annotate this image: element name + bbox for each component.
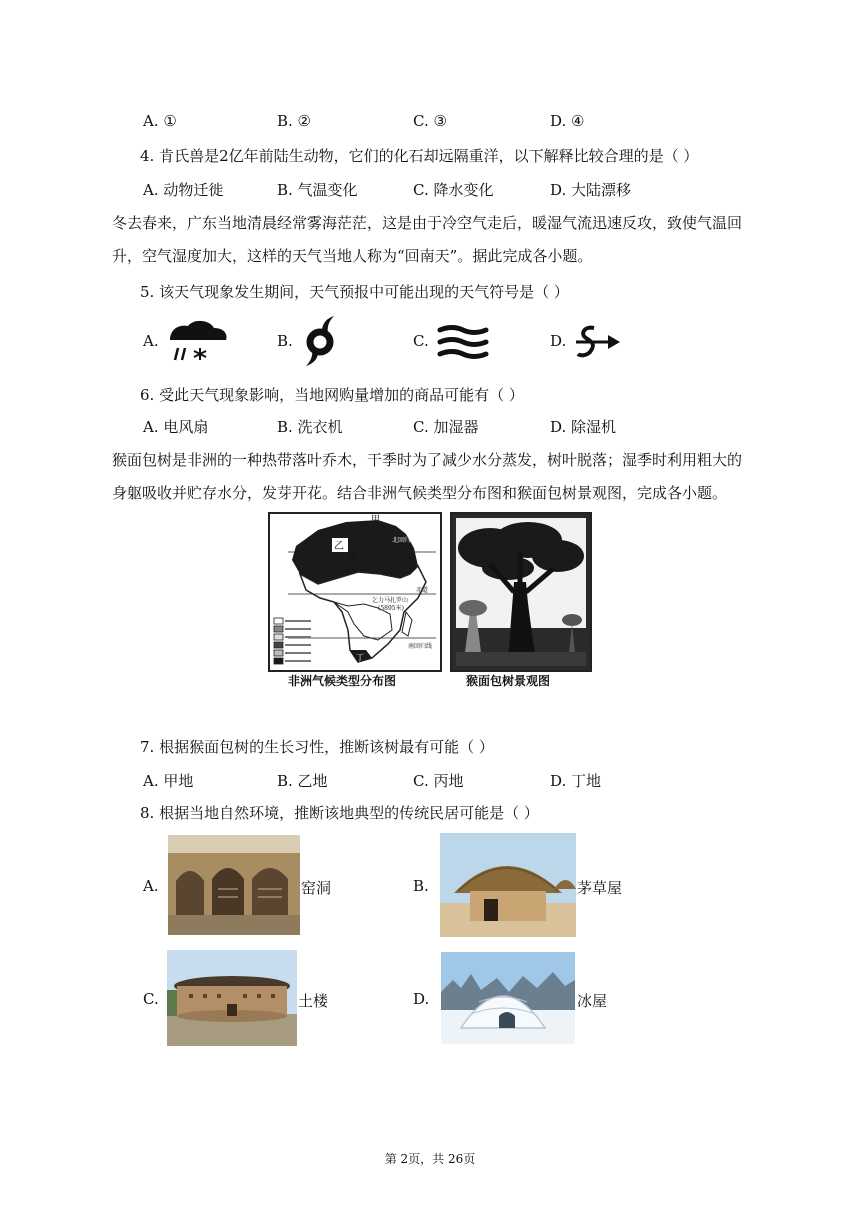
typhoon-icon[interactable] [300,314,340,368]
igloo-photo[interactable] [441,952,575,1044]
q6-option-a[interactable]: A. 电风扇 [143,418,209,436]
q4-option-a[interactable]: A. 动物迁徙 [143,181,224,199]
q8-label-a[interactable]: A. [143,877,159,895]
q5-label-a[interactable]: A. [143,332,159,350]
q5-stem: 5. 该天气现象发生期间，天气预报中可能出现的天气符号是（ ） [140,283,569,301]
q7-option-b[interactable]: B. 乙地 [277,772,328,790]
africa-climate-map [268,512,442,672]
q6-option-b[interactable]: B. 洗衣机 [277,418,343,436]
q8-label-d[interactable]: D. [413,990,430,1008]
q8-name-a: 窑洞 [301,879,332,897]
passage-huinantian: 冬去春来，广东当地清晨经常雾海茫茫，这是由于冷空气走后，暖湿气流迅速反攻，致使气温回升，空气湿度加大，这样的天气当地人称为“回南天”。据此完成各小题。 [112,214,743,265]
map-label-bing: 丙 [348,552,358,563]
rain-snow-icon[interactable] [164,318,230,364]
fog-icon[interactable] [436,324,490,360]
thatched-hut-photo[interactable] [440,833,576,937]
q5-label-b[interactable]: B. [277,332,293,350]
map-label-kilimanjaro: 乞力马扎罗山 [372,597,409,604]
q6-stem: 6. 受此天气现象影响，当地网购量增加的商品可能有（ ） [140,386,524,404]
page-footer: 第 2页，共 26页 [384,1152,476,1166]
map-label-tropic-n: 北回归线 [392,537,417,544]
prev-option-c[interactable]: C. ③ [413,112,447,130]
map-caption: 非洲气候类型分布图 [288,674,397,688]
q4-option-d[interactable]: D. 大陆漂移 [550,181,632,199]
prev-option-a[interactable]: A. ① [143,112,177,130]
q8-stem: 8. 根据当地自然环境，推断该地典型的传统民居可能是（ ） [140,804,539,822]
q5-label-d[interactable]: D. [550,332,567,350]
q4-option-c[interactable]: C. 降水变化 [413,181,494,199]
tulou-photo[interactable] [167,950,297,1046]
q7-option-d[interactable]: D. 丁地 [550,772,602,790]
q6-option-c[interactable]: C. 加湿器 [413,418,479,436]
map-label-kilimanjaro-height: (5895米) [378,605,404,612]
passage-baobab: 猴面包树是非洲的一种热带落叶乔木，干季时为了减少水分蒸发，树叶脱落；湿季时利用粗大的身躯吸收并贮存水分，发芽开花。结合非洲气候类型分布图和猴面包树景观图，完成各小题。 [112,451,743,502]
q6-option-d[interactable]: D. 除湿机 [550,418,617,436]
prev-option-d[interactable]: D. ④ [550,112,585,130]
q4-stem: 4. 肯氏兽是2亿年前陆生动物，它们的化石却远隔重洋，以下解释比较合理的是（ ） [140,147,699,165]
q5-label-c[interactable]: C. [413,332,429,350]
q7-stem: 7. 根据猴面包树的生长习性，推断该树最有可能（ ） [140,738,494,756]
q7-option-a[interactable]: A. 甲地 [143,772,194,790]
baobab-tree-image [450,512,592,672]
map-label-yi: 乙 [334,541,344,552]
tree-caption: 猴面包树景观图 [466,674,551,688]
q4-option-b[interactable]: B. 气温变化 [277,181,358,199]
q8-label-b[interactable]: B. [413,877,429,895]
q8-name-b: 茅草屋 [577,879,623,897]
map-label-ding: 丁 [356,653,364,662]
q8-name-d: 冰屋 [577,992,608,1010]
q8-label-c[interactable]: C. [143,990,159,1008]
q7-option-c[interactable]: C. 丙地 [413,772,464,790]
q8-name-c: 土楼 [298,992,329,1010]
prev-option-b[interactable]: B. ② [277,112,312,130]
sandstorm-icon[interactable] [572,322,624,362]
map-label-equator: 赤道 [416,587,429,594]
map-label-jia: 甲 [371,515,381,525]
cave-dwelling-photo[interactable] [168,835,300,935]
map-label-tropic-s: 南回归线 [408,643,433,650]
